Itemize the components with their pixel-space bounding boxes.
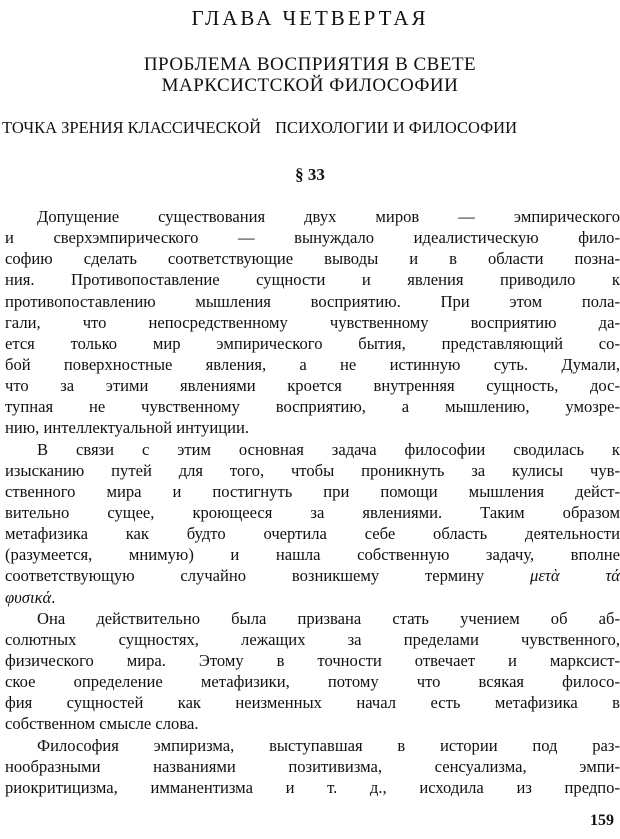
text-line: ется только мир эмпирического бытия, представляющий со- <box>5 333 620 353</box>
greek-term: φυσικά <box>5 587 52 607</box>
text-line: (разумеется, мнимую) и нашла собственную задачу, вполне <box>5 545 620 565</box>
text-line <box>5 565 620 586</box>
chapter-heading: ГЛАВА ЧЕТВЕРТАЯ <box>191 6 429 30</box>
text-line: тупная не чувственному восприятию, а мышлению, умозре- <box>5 397 620 417</box>
text-line: метафизика как будто очертила себе область деятельности <box>5 524 620 544</box>
text-line: φυσικά. <box>5 587 56 607</box>
text-line: софию сделать соответствующие выводы и в области позна- <box>5 249 620 269</box>
paragraph-number: § 33 <box>295 165 325 184</box>
text-line: Допущение существования двух миров — эмпирического <box>37 207 620 226</box>
text-line: вительно сущее, кроющееся за явлениями. Таким образом <box>5 502 620 522</box>
text-line: гали, что непосредственному чувственному восприятию да- <box>5 312 620 332</box>
text-line-segment: соответствующую случайно возникшему термину <box>5 566 485 586</box>
text-line: В связи с этим основная задача философии сводилась к <box>37 439 620 459</box>
text-line: нию, интеллектуальной интуиции. <box>5 418 250 438</box>
greek-term: μετὰ τά <box>530 566 620 586</box>
text-line: что за этими явлениями кроется внутренняя сущность, дос- <box>5 376 620 396</box>
text-line: противопоставлению мышления восприятию. При этом пола- <box>5 291 620 311</box>
text-line: изысканию путей для того, чтобы проникнуть за кулисы чув- <box>5 460 620 480</box>
text-line: ственного мира и постигнуть при помощи мышления дейст- <box>5 481 620 501</box>
text-line: и сверхэмпирического — вынуждало идеалистическую фило- <box>5 228 620 248</box>
text-line: собственном смысле слова. <box>5 714 199 734</box>
text-line: бой поверхностные явления, а не истинную суть. Думали, <box>5 354 620 374</box>
text-line: солютных сущностях, лежащих за пределами чувственного, <box>5 629 620 649</box>
text-line: риокритицизма, имманентизма и т. д., исходила из предпо- <box>5 777 620 797</box>
page-number: 159 <box>590 812 614 829</box>
text-line: фия сущностей как неизменных начал есть метафизика в <box>5 693 620 713</box>
section-title-part-1: ТОЧКА ЗРЕНИЯ КЛАССИЧЕСКОЙ <box>2 118 262 137</box>
chapter-title-line-2: МАРКСИСТСКОЙ ФИЛОСОФИИ <box>161 75 459 96</box>
text-line: нообразными названиями позитивизма, сенсуализма, эмпи- <box>5 756 620 776</box>
text-line: ское определение метафизики, потому что всякая филосо- <box>5 672 620 692</box>
section-title <box>2 118 620 138</box>
chapter-title-line-1: ПРОБЛЕМА ВОСПРИЯТИЯ В СВЕТЕ <box>143 54 477 75</box>
text-line: ния. Противопоставление сущности и явления приводило к <box>5 270 620 290</box>
body-text <box>5 206 620 798</box>
text-line: Она действительно была призвана стать учением об аб- <box>37 608 620 628</box>
text-line: Философия эмпиризма, выступавшая в истории под раз- <box>37 735 620 755</box>
section-title-part-2: ПСИХОЛОГИИ И ФИЛОСОФИИ <box>275 118 517 137</box>
text-line: физического мира. Этому в точности отвечает и марксист- <box>5 650 620 670</box>
